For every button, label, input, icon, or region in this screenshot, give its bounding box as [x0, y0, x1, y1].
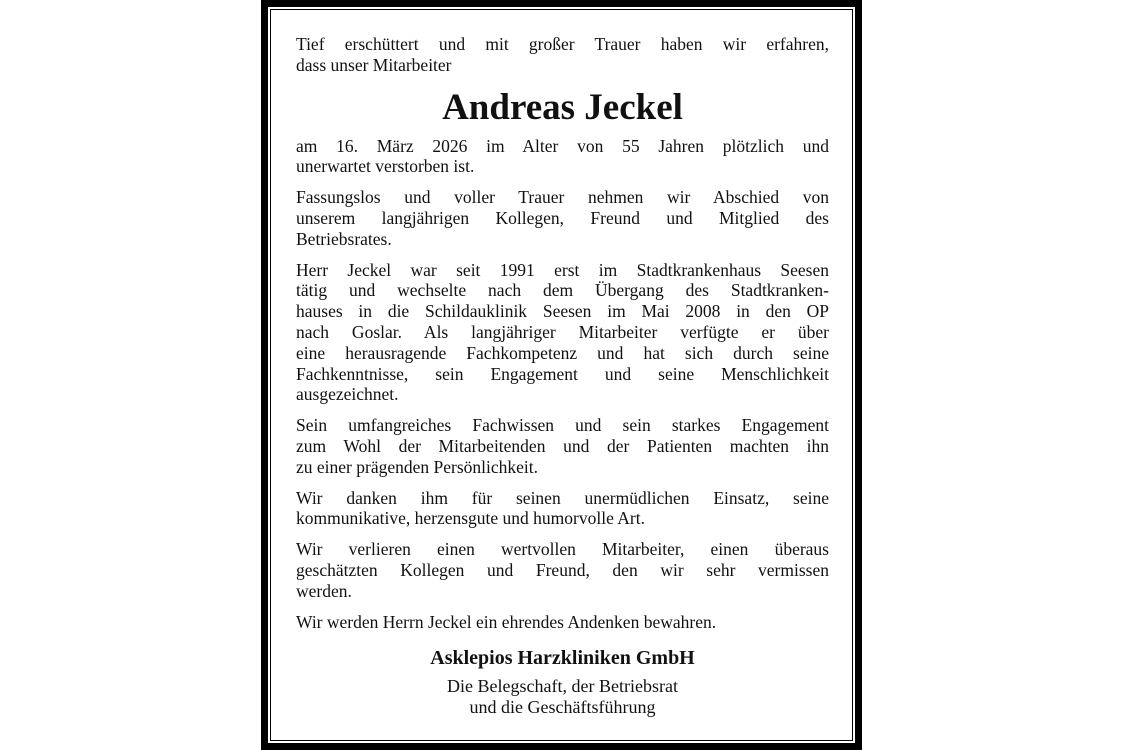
signature-line: und die Geschäftsführung [469, 696, 656, 717]
text-line: Fachkenntnisse, sein Engagement und seine Menschlichkeit [296, 363, 829, 384]
text-line: tätig und wechselte nach dem Übergang des Stadtkranken- [296, 280, 829, 301]
body-paragraphs [296, 136, 829, 633]
text-line: dass unser Mitarbeiter [296, 54, 452, 75]
text-line: ausgezeichnet. [296, 384, 399, 405]
text-line: eine herausragende Fachkompetenz und hat sich durch seine [296, 342, 829, 363]
paragraph [296, 539, 829, 601]
text-line: Fassungslos und voller Trauer nehmen wir Abschied von [296, 187, 829, 208]
obituary-text [296, 34, 829, 717]
deceased-name: Andreas Jeckel [442, 86, 683, 128]
signature-block [296, 646, 829, 717]
paragraph [296, 415, 829, 477]
text-line: unserem langjährigen Kollegen, Freund und Mitglied des [296, 207, 829, 228]
text-line: Betriebsrates. [296, 228, 392, 249]
paragraph [296, 260, 829, 406]
paragraph [296, 488, 829, 530]
text-line: hauses in die Schildauklinik Seesen im Mai 2008 in den OP [296, 301, 829, 322]
signature-line: Die Belegschaft, der Betriebsrat [447, 676, 678, 697]
text-line: am 16. März 2026 im Alter von 55 Jahren plötzlich und [296, 135, 829, 156]
company-name: Asklepios Harzkliniken GmbH [430, 647, 695, 670]
text-line: geschätzten Kollegen und Freund, den wir sehr vermissen [296, 559, 829, 580]
text-line: zum Wohl der Mitarbeitenden und der Patienten machten ihn [296, 435, 829, 456]
text-line: unerwartet verstorben ist. [296, 156, 475, 177]
intro-paragraph [296, 34, 829, 76]
text-line: Wir danken ihm für seinen unermüdlichen Einsatz, seine [296, 487, 829, 508]
text-line: Herr Jeckel war seit 1991 erst im Stadtkrankenhaus Seesen [296, 259, 829, 280]
text-line: Sein umfangreiches Fachwissen und sein starkes Engagement [296, 415, 829, 436]
text-line: zu einer prägenden Persönlichkeit. [296, 456, 538, 477]
paragraph [296, 136, 829, 178]
text-line: werden. [296, 580, 352, 601]
text-line: Wir verlieren einen wertvollen Mitarbeiter, einen überaus [296, 539, 829, 560]
text-line: kommunikative, herzensgute und humorvolle Art. [296, 508, 645, 529]
paragraph [296, 612, 829, 633]
text-line: nach Goslar. Als langjähriger Mitarbeiter verfügte er über [296, 321, 829, 342]
text-line: Wir werden Herrn Jeckel ein ehrendes Andenken bewahren. [296, 611, 717, 632]
text-line: Tief erschüttert und mit großer Trauer haben wir erfahren, [296, 34, 829, 54]
paragraph [296, 187, 829, 249]
